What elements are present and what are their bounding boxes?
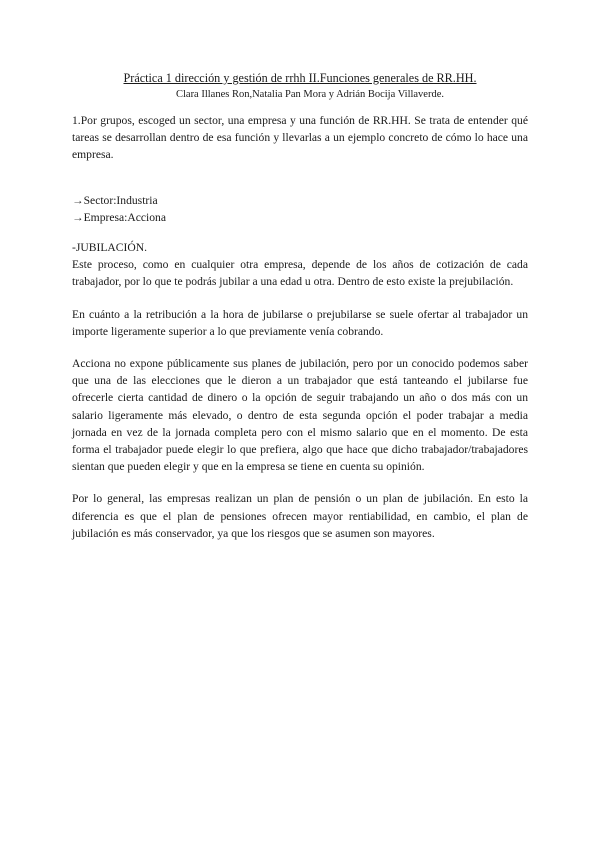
company-line: →Empresa:Acciona <box>72 210 167 224</box>
section-heading: -JUBILACIÓN. <box>72 241 148 255</box>
document-title: Práctica 1 dirección y gestión de rrhh II.Funciones generales de RR.HH. <box>123 71 477 85</box>
paragraph-acciona: Acciona no expone públicamente sus planes de jubilación, pero por un conocido podemos saber que una de las elecciones que le dieron a un trabajador que está tanteando el jubilarse fue ofrecerle cierta cantidad de dinero o la opción de seguir trabajando un año o dos más con un salario ligeramente más elevado, o dentro de esta segunda opción el poder trabajar a media jornada en vez de la jornada completa pero con el mismo salario que en el momento. De esta forma el trabajador puede elegir lo que prefiera, algo que hace que dicho trabajador/trabajadores sientan que pueden elegir y que en la empresa se tiene en cuenta su opinión. <box>72 357 528 474</box>
paragraph-process: Este proceso, como en cualquier otra empresa, depende de los años de cotización de cada trabajador, por lo que te podrás jubilar a una edad u otra. Dentro de esto existe la prejubilación. <box>72 258 528 289</box>
sector-line: →Sector:Industria <box>72 193 158 207</box>
intro-paragraph: 1.Por grupos, escoged un sector, una empresa y una función de RR.HH. Se trata de entender qué tareas se desarrollan dentro de esa función y llevarlas a un ejemplo concreto de cómo lo hace una empresa. <box>72 114 528 162</box>
paragraph-plans: Por lo general, las empresas realizan un plan de pensión o un plan de jubilación. En esto la diferencia es que el plan de pensiones ofrecen mayor rentiabilidad, en cambio, el plan de jubilación es más conservador, ya que los riesgos que se asumen son mayores. <box>72 492 528 540</box>
paragraph-retribution: En cuánto a la retribución a la hora de jubilarse o prejubilarse se suele ofertar al trabajador un importe ligeramente superior a lo que previamente venía cobrando. <box>72 307 528 338</box>
document-authors: Clara Illanes Ron,Natalia Pan Mora y Adrián Bocija Villaverde. <box>175 89 445 100</box>
sector-company-list <box>72 192 528 226</box>
document-page <box>72 70 528 542</box>
